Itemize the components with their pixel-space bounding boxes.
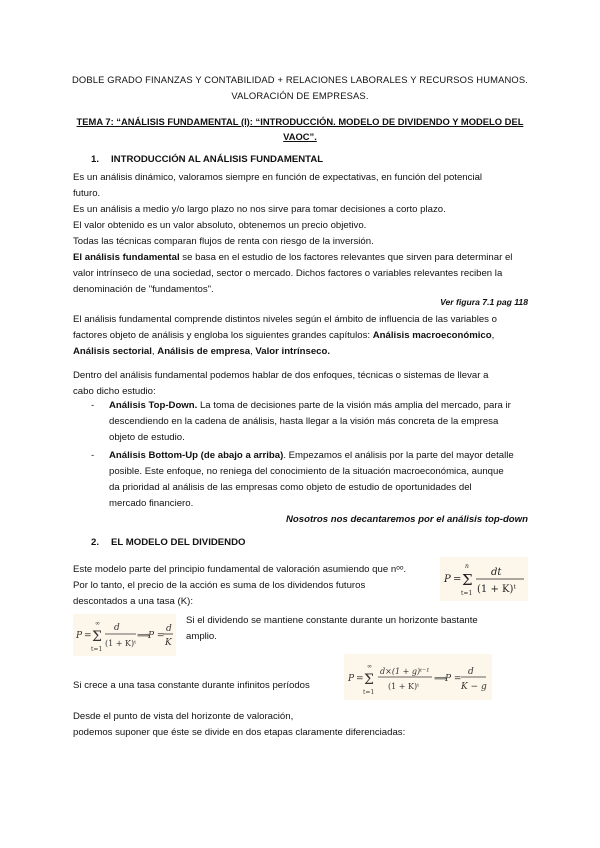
f3-rnum: d xyxy=(468,667,474,677)
document-header-line1: DOBLE GRADO FINANZAS Y CONTABILIDAD + RELACIONES LABORALES Y RECURSOS HUMANOS. xyxy=(72,74,528,85)
s1-p3-empresa: Análisis de empresa xyxy=(157,346,251,357)
f2-upper: ∞ xyxy=(95,620,100,627)
s1-p2-line-1 xyxy=(73,251,512,264)
f3-upper: ∞ xyxy=(367,663,372,670)
f3-arrow: ⟹ xyxy=(434,674,447,684)
f3-rden: K − g xyxy=(461,682,487,692)
f1-sum: Σ xyxy=(462,571,473,589)
s2-constant-line-1: Si el dividendo se mantiene constante durante un horizonte bastante xyxy=(186,615,478,626)
s2-horizon-line-2: podemos suponer que éste se divide en dos etapas claramente diferenciadas: xyxy=(73,727,406,738)
s2-growth-line: Si crece a una tasa constante durante infinitos períodos xyxy=(73,680,310,691)
s1-p3-line-2 xyxy=(73,329,494,342)
s1-p3-comma: , xyxy=(491,330,495,341)
section-1-title: INTRODUCCIÓN AL ANÁLISIS FUNDAMENTAL xyxy=(111,154,324,165)
s1-p3-text: factores objeto de análisis y engloba los siguientes grandes capítulos: xyxy=(73,330,373,341)
s1-p3-macro: Análisis macroeconómico xyxy=(372,330,492,341)
conclusion-note: Nosotros nos decantaremos por el análisis top-down xyxy=(285,514,528,525)
f1-den: (1 + K)ᵗ xyxy=(477,584,516,595)
f3-sum: Σ xyxy=(364,672,374,688)
figure-reference: Ver figura 7.1 pag 118 xyxy=(440,297,528,307)
tema-title-line1: TEMA 7: “ANÁLISIS FUNDAMENTAL (I): “INTRODUCCIÓN. MODELO DE DIVIDENDO Y MODELO DEL xyxy=(76,116,524,127)
bullet-top-down-l1: La toma de decisiones parte de la visión más amplia del mercado, para ir xyxy=(197,400,511,411)
bullet-marker-2: - xyxy=(91,450,95,461)
bullet-marker-1: - xyxy=(91,400,95,411)
section-1-heading xyxy=(91,154,323,165)
bullet-bottom-up-l1: . Empezamos el análisis por la parte del mayor detalle xyxy=(283,450,514,461)
s2-line-1: Este modelo parte del principio fundamental de valoración asumiendo que nᵒᵒ. xyxy=(73,564,407,575)
f1-eq: = xyxy=(453,574,462,585)
bullet-bottom-up-l2: posible. Este enfoque, no reniega del conocimiento de la situación macroeconómica, aunque xyxy=(109,466,504,477)
section-2-heading xyxy=(91,537,246,548)
bullet-top-down-l3: objeto de estudio. xyxy=(109,432,185,443)
s1-p2-bold: El análisis fundamental xyxy=(73,252,180,263)
section-2-title: EL MODELO DEL DIVIDENDO xyxy=(111,537,246,548)
f2-rhs: P = xyxy=(148,631,165,641)
s1-line-2: futuro. xyxy=(73,188,101,199)
f2-lower: t=1 xyxy=(91,646,103,653)
f1-upper: n xyxy=(465,563,469,570)
f1-num: dt xyxy=(491,567,502,578)
s1-line-3: Es un análisis a medio y/o largo plazo no nos sirve para tomar decisiones a corto plazo. xyxy=(73,204,446,215)
s1-p3-sep1: , xyxy=(151,346,158,357)
f2-rnum: d xyxy=(166,624,172,634)
f2-lhs: P xyxy=(76,631,83,641)
f2-den: (1 + K)ᵗ xyxy=(105,639,137,648)
bullet-bottom-up xyxy=(109,448,514,512)
tema-title-line2: VAOC”. xyxy=(283,131,317,142)
s1-p4-line-1: Dentro del análisis fundamental podemos hablar de dos enfoques, técnicas o sistemas de llevar a xyxy=(73,370,489,381)
bullet-top-down-title: Análisis Top-Down. xyxy=(109,400,198,411)
s2-line-2: Por lo tanto, el precio de la acción es suma de los dividendos futuros xyxy=(73,580,366,591)
f2-eq: = xyxy=(84,631,92,641)
f2-num: d xyxy=(114,623,120,633)
s1-p3-line-3 xyxy=(73,345,330,358)
bullet-top-down-l2: descendiendo en la cadena de análisis, hasta llegar a la visión más concreta de la empresa xyxy=(109,416,499,427)
s1-p2-line-3: denominación de "fundamentos". xyxy=(73,284,214,295)
formula-growth-dividend xyxy=(344,654,492,700)
s1-line-4: El valor obtenido es un valor absoluto, obtenemos un precio objetivo. xyxy=(73,220,367,231)
f3-den: (1 + K)ᵗ xyxy=(388,682,420,691)
s2-line-3: descontados a una tasa (K): xyxy=(73,596,193,607)
s1-p2-line-2: valor intrínseco de una sociedad, sector o mercado. Dichos factores o variables relevantes reciben la xyxy=(73,268,503,279)
s1-p3-line-1: El análisis fundamental comprende distintos niveles según el ámbito de influencia de las variables o xyxy=(73,314,497,325)
s2-horizon-line-1: Desde el punto de vista del horizonte de valoración, xyxy=(73,711,294,722)
f2-sum: Σ xyxy=(92,629,102,645)
f3-lhs: P xyxy=(348,674,355,684)
section-1-number: 1. xyxy=(91,154,100,165)
s1-line-1: Es un análisis dinámico, valoramos siempre en función de expectativas, en función del potencial xyxy=(73,172,483,183)
f2-rden: K xyxy=(165,638,172,648)
document-header-line2: VALORACIÓN DE EMPRESAS. xyxy=(231,90,369,101)
bullet-top-down xyxy=(109,398,511,446)
formula-dividend-sum xyxy=(440,557,528,601)
f1-lower: t=1 xyxy=(461,590,473,597)
f3-lower: t=1 xyxy=(363,689,375,696)
s1-p3-sectorial: Análisis sectorial xyxy=(73,346,152,357)
bullet-bottom-up-title: Análisis Bottom-Up (de abajo a arriba) xyxy=(109,450,284,461)
section-2-number: 2. xyxy=(91,537,100,548)
s1-p3-sep2: , xyxy=(250,346,256,357)
s1-p3-valor: Valor intrínseco. xyxy=(255,346,331,357)
formula-constant-dividend xyxy=(73,614,176,656)
f3-eq: = xyxy=(356,674,364,684)
s2-constant-line-2: amplio. xyxy=(186,631,217,642)
f1-lhs: P xyxy=(444,574,451,585)
bullet-bottom-up-l4: mercado financiero. xyxy=(109,498,194,509)
s1-p4-line-2: cabo dicho estudio: xyxy=(73,386,156,397)
s1-line-5: Todas las técnicas comparan flujos de renta con riesgo de la inversión. xyxy=(73,236,374,247)
bullet-bottom-up-l3: da prioridad al análisis de las empresas como objeto de estudio de oportunidades del xyxy=(109,482,472,493)
s1-p2-rest: se basa en el estudio de los factores relevantes que sirven para determinar el xyxy=(179,252,513,263)
f3-num: d×(1 + g)ᵗ⁻¹ xyxy=(380,667,430,676)
f3-rhs: P = xyxy=(445,674,462,684)
f2-arrow: ⟹ xyxy=(137,631,150,641)
